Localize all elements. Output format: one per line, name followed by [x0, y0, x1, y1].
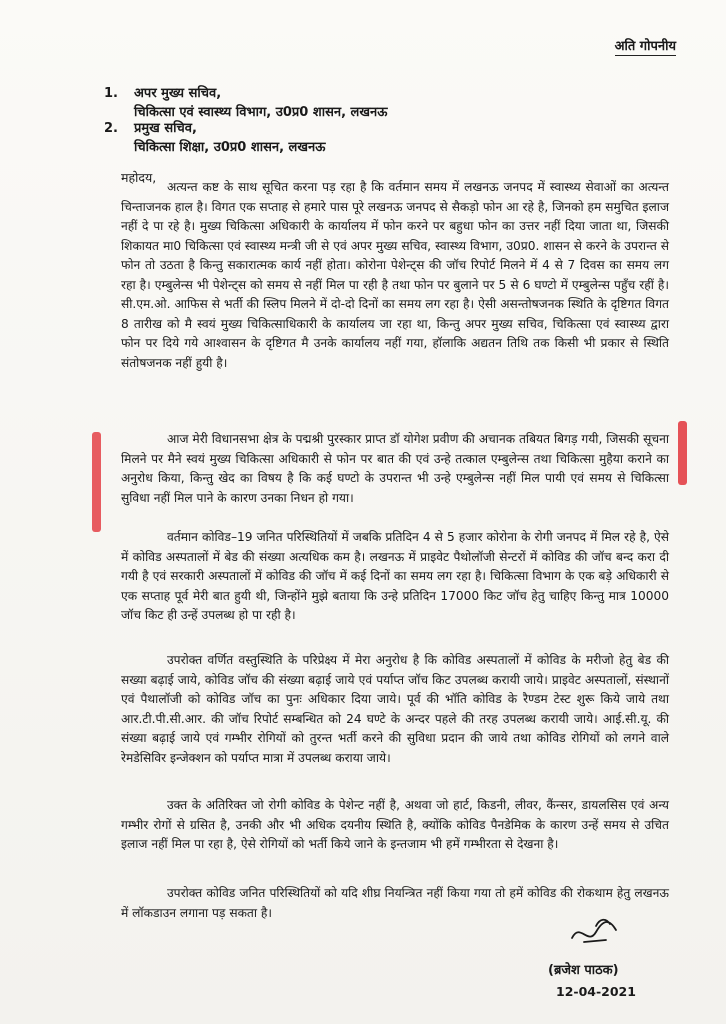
signature-scribble [566, 912, 626, 952]
highlight-marker [92, 432, 101, 532]
letter-date: 12-04-2021 [556, 984, 636, 999]
signer-name: (ब्रजेश पाठक) [548, 963, 619, 978]
salutation: महोदय, [121, 170, 157, 185]
paragraph-testing-shortage: वर्तमान कोविड–19 जनित परिस्थितियों में जबकि प्रतिदिन 4 से 5 हजार कोरोना के रोगी जनपद में मिल रहे है, ऐसे में कोविड अस्पतालों में बेड की संख्या अत्यधिक कम है। लखनऊ में प्राइवेट पैथोलॉजी सेन्टरों में कोविड की जॉच बन्द करा दी गयी है एवं सरकारी अस्पतालों में कोविड की जॉच में कई दिनों का समय लग रहा है। चिकित्सा विभाग के एक बड़े अधिकारी से एक सप्ताह पूर्व मेरी बात हुयी थी, जिन्होंने मुझे बताया कि उन्हे प्रतिदिन 17000 किट जॉच हेतु चाहिए किन्तु मात्र 10000 जॉच किट ही उन्हें उपलब्ध हो पा रही है। [121, 530, 669, 622]
paragraph-doctor-death: आज मेरी विधानसभा क्षेत्र के पद्मश्री पुरस्कार प्राप्त डॉ योगेश प्रवीण की अचानक तबियत बिगड़ गयी, जिसकी सूचना मिलने पर मैने स्वयं मुख्य चिकित्सा अधिकारी से फोन पर बात की एवं उन्हे तत्काल एम्बुलेन्स तथा चिकित्सा मुहैया कराने का अनुरोध किया, किन्तु खेद का विषय है कि कई घण्टो के उपरान्त भी उन्हे एम्बुलेन्स नहीं मिल पायी एवं समय से चिकित्सा सुविधा नहीं मिल पाने के कारण उनका निधन हो गया। [121, 432, 669, 505]
addressee-number: 1. [104, 86, 118, 101]
paragraph-lockdown: उपरोक्त कोविड जनित परिस्थितियों को यदि शीघ्र नियन्त्रित नहीं किया गया तो हमें कोविड की रोकथाम हेतु लखनऊ में लॉकडाउन लगाना पड़ सकता है। [121, 886, 669, 920]
addressee-number: 2. [104, 121, 118, 136]
addressee-department: चिकित्सा एवं स्वास्थ्य विभाग, उ0प्र0 शासन, लखनऊ [134, 105, 388, 120]
addressee-department: चिकित्सा शिक्षा, उ0प्र0 शासन, लखनऊ [134, 140, 326, 155]
addressee-title: प्रमुख सचिव, [134, 121, 197, 136]
paragraph-service-status: अत्यन्त कष्ट के साथ सूचित करना पड़ रहा है कि वर्तमान समय में लखनऊ जनपद में स्वास्थ्य सेवाओं का अत्यन्त चिन्ताजनक हाल है। विगत एक सप्ताह से हमारे पास पूरे लखनऊ जनपद से सैकड़ो फोन आ रहे है, जिनको हम समुचित इलाज नहीं दे पा रहे है। मुख्य चिकित्सा अधिकारी के कार्यालय में फोन करने पर बहुधा फोन का उत्तर नहीं दिया जाता था, जिसकी शिकायत मा0 चिकित्सा एवं स्वास्थ्य मन्त्री जी से एवं अपर मुख्य सचिव, स्वास्थ्य विभाग, उ0प्र0. शासन से करने के उपरान्त से फोन तो उठता है किन्तु सकारात्मक कार्य नहीं होता। कोरोना पेशेन्ट्स की जॉच रिपोर्ट मिलने में 4 से 7 दिवस का समय लग रहा है। एम्बुलेन्स भी पेशेन्ट्स को समय से नहीं मिल पा रही है तथा फोन पर बुलाने पर 5 से 6 घण्टो में एम्बुलेन्स पहुँच रहीं है। सी.एम.ओ. आफिस से भर्ती की स्लिप मिलने में दो-दो दिनों का समय लग रहा है। ऐसी असन्तोषजनक स्थिति के दृष्टिगत विगत 8 तारीख को मै स्वयं मुख्य चिकित्साधिकारी के कार्यालय जा रहा था, किन्तु अपर मुख्य सचिव, चिकित्सा एवं स्वास्थ्य द्वारा फोन पर दिये गये आश्वासन के दृष्टिगत मै उनके कार्यालय नहीं गया, हॉलाकि अद्यतन तिथि तक किसी भी प्रकार से स्थिति संतोषजनक नहीं हुयी है। [121, 180, 669, 370]
addressee-title: अपर मुख्य सचिव, [134, 86, 222, 101]
paragraph-requests: उपरोक्त वर्णित वस्तुस्थिति के परिप्रेक्ष्य में मेरा अनुरोध है कि कोविड अस्पतालों में कोविड के मरीजो हेतु बेड की सख्या बढ़ाई जाये, कोविड जॉच की संख्या बढ़ाई जाये एवं पर्याप्त जॉच किट उपलब्ध करायी जाये। प्राइवेट अस्पतालों, संस्थानों एवं पैथालॉजी को कोविड जॉच का पुनः अधिकार दिया जाये। पूर्व की भॉति कोविड के रैण्डम टेस्ट शुरू किये जाये तथा आर.टी.पी.सी.आर. की जॉच रिपोर्ट सम्बन्धित को 24 घण्टे के अन्दर पहले की तरह उपलब्ध करायी जाये। आई.सी.यू. की संख्या बढ़ाई जाये एवं गम्भीर रोगियों को तुरन्त भर्ती करने की सुविधा प्रदान की जाये तथा कोविड रोगियों को लगने वाले रेमडेसिविर इन्जेक्शन को पर्याप्त मात्रा में उपलब्ध कराया जाये। [121, 653, 669, 765]
paragraph-non-covid-patients: उक्त के अतिरिक्त जो रोगी कोविड के पेशेन्ट नहीं है, अथवा जो हार्ट, किडनी, लीवर, कैंन्सर, डायलसिस एवं अन्य गम्भीर रोगों से ग्रसित है, उनकी और भी अधिक दयनीय स्थिति है, क्योंकि कोविड पैनडेमिक के कारण उन्हें समय से उचित इलाज नहीं मिल पा रहा है, ऐसे रोगियों को भर्ती किये जाने के इन्तजाम भी हमें गम्भीरता से देखना है। [121, 798, 669, 851]
highlight-marker [678, 421, 687, 485]
classification-label: अति गोपनीय [615, 36, 676, 56]
